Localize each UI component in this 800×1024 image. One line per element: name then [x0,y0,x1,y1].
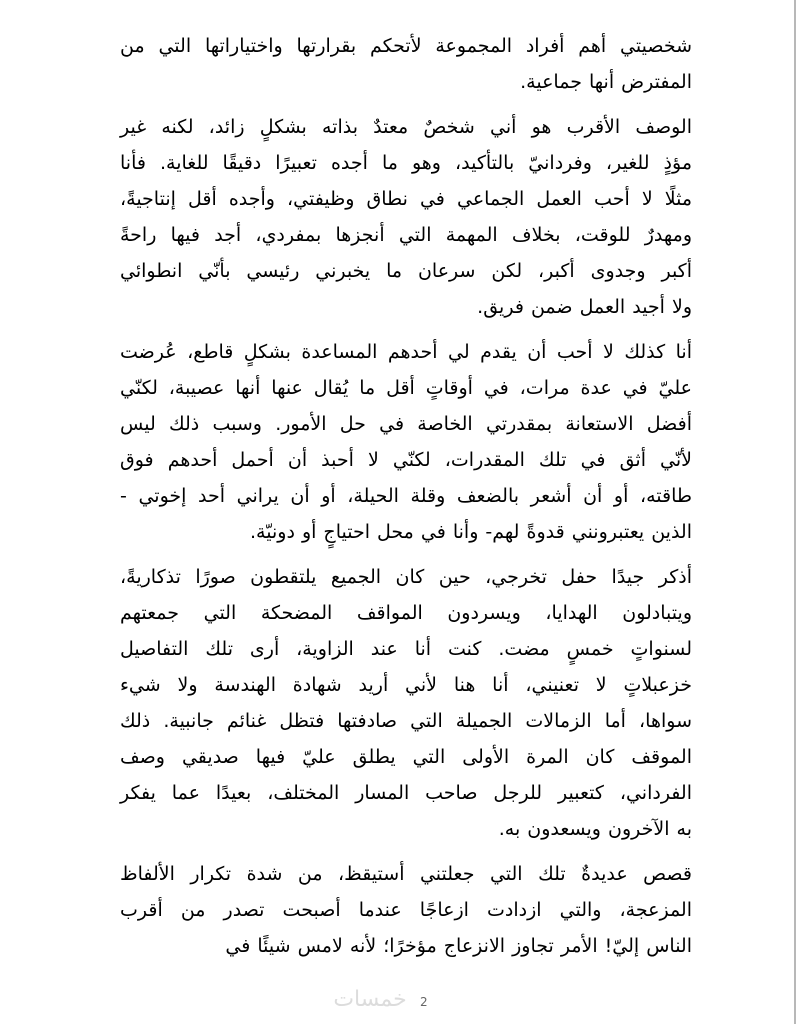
page-number: 2 [420,995,428,1009]
page-edge-divider [794,0,796,1024]
text-line: الموقف كان المرة الأولى التي يطلق عليّ فيها صديقي وصف [120,746,692,768]
text-line: الذين يعتبرونني قدوةً لهم- وأنا في محل احتياجٍ أو دونيّة. [250,521,692,543]
text-line: الفرداني، كتعبير للرجل صاحب المسار المختلف، بعيدًا عما يفكر [120,782,692,804]
text-line: سواها، أما الزمالات الجميلة التي صادفتها فتظل غنائم جانبية. ذلك [120,710,692,732]
text-line: أكبر وجدوى أكبر، لكن سرعان ما يخبرني رئيسي بأنّي انطوائي [120,260,692,282]
paragraph [120,109,692,325]
text-line: طاقته، أو أن أشعر بالضعف وقلة الحيلة، أو أن يراني أحد إخوتي - [120,485,692,507]
text-line: ولا أجيد العمل ضمن فريق. [477,296,692,318]
text-line: لسنواتٍ خمسٍ مضت. كنت أنا عند الزاوية، أرى تلك التفاصيل [120,638,692,660]
watermark-logo: خمسات [333,987,407,1012]
text-line: أذكر جيدًا حفل تخرجي، حين كان الجميع يلتقطون صورًا تذكاريةً، [120,566,692,588]
text-line: قصص عديدةٌ تلك التي جعلتني أستيقظ، من شدة تكرار الألفاظ [120,863,692,885]
paragraph [120,334,692,550]
text-line: المزعجة، والتي ازدادت ازعاجًا عندما أصبحت تصدر من أقرب [120,899,692,921]
text-line: شخصيتي أهم أفراد المجموعة لأتحكم بقرارتها واختياراتها التي من [120,35,692,57]
text-line: أنا كذلك لا أحب أن يقدم لي أحدهم المساعدة بشكلٍ قاطع، عُرضت [120,341,692,363]
text-line: المفترض أنها جماعية. [520,71,692,93]
text-line: مثلًا لا أحب العمل الجماعي في نطاق وظيفتي، وأجده أقل إنتاجيةً، [120,188,692,210]
paragraph [120,559,692,847]
paragraph [120,28,692,100]
text-line: مؤذٍ للغير، وفردانيّ بالتأكيد، وهو ما أجده تعبيرًا دقيقًا للغاية. فأنا [120,152,692,174]
text-line: عليّ في عدة مرات، في أوقاتٍ أقل ما يُقال عنها أنها عصيبة، لكنّي [120,377,692,399]
text-line: ويتبادلون الهدايا، ويسردون المواقف المضحكة التي جمعتهم [120,602,692,624]
paragraph [120,856,692,964]
text-line: لأنّي أثق في تلك المقدرات، لكنّي لا أحبذ أن أحمل أحدهم فوق [120,449,692,471]
text-line: خزعبلاتٍ لا تعنيني، أنا هنا لأني أريد شهادة الهندسة ولا شيء [120,674,692,696]
document-body [120,28,692,973]
text-line: الوصف الأقرب هو أني شخصٌ معتدٌ بذاته بشكلٍ زائد، لكنه غير [120,116,692,138]
text-line: به الآخرون ويسعدون به. [498,818,692,840]
text-line: أفضل الاستعانة بمقدرتي الخاصة في حل الأمور. وسبب ذلك ليس [120,413,692,435]
text-line: الناس إليّ! الأمر تجاوز الانزعاج مؤخرًا؛ لأنه لامس شيئًا في [225,935,692,957]
text-line: ومهدرٌ للوقت، بخلاف المهمة التي أنجزها بمفردي، أجد فيها راحةً [120,224,692,246]
